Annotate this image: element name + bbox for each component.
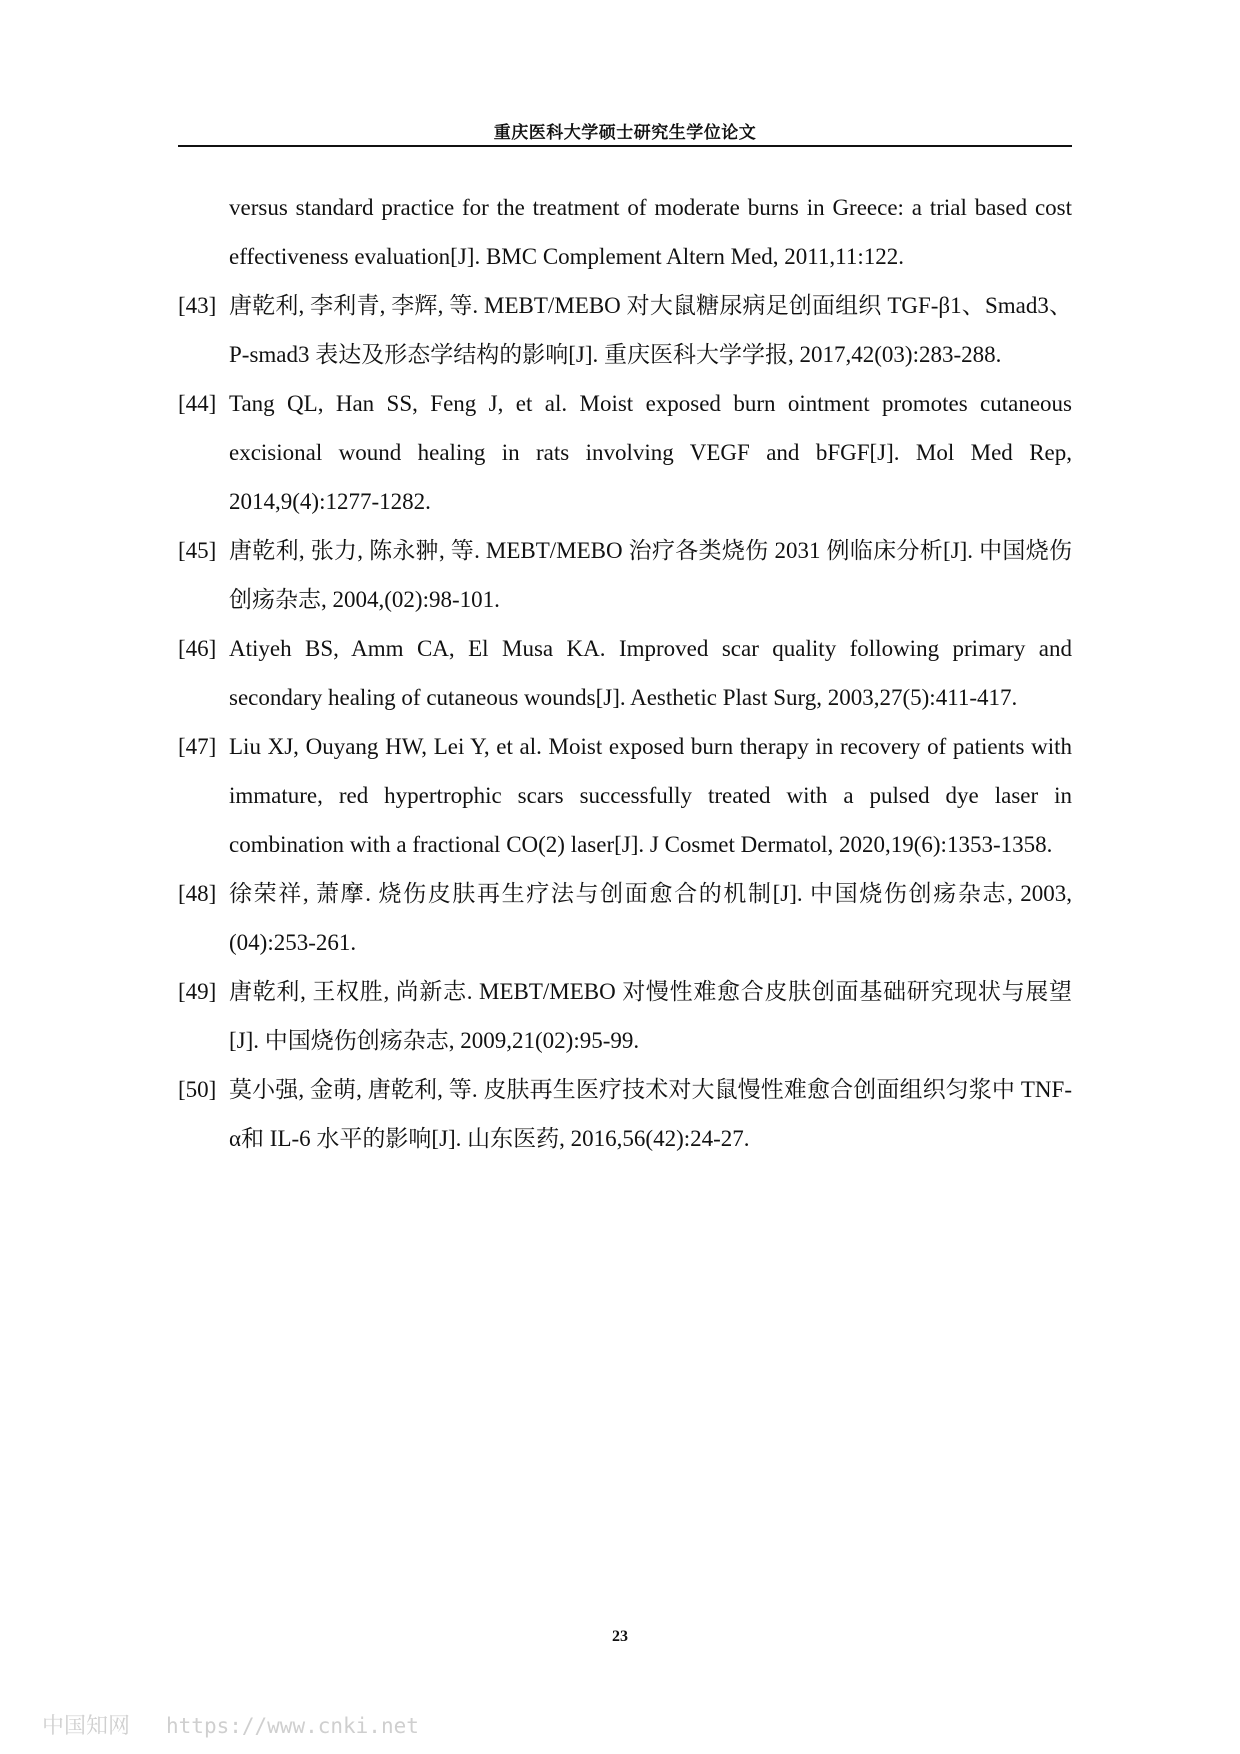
reference-list bbox=[178, 183, 1072, 1163]
reference-number: [43] bbox=[178, 293, 217, 318]
reference-43 bbox=[178, 281, 1072, 379]
reference-number: [46] bbox=[178, 636, 217, 661]
running-header: 重庆医科大学硕士研究生学位论文 bbox=[493, 123, 757, 143]
page-number: 23 bbox=[612, 1628, 628, 1645]
reference-text: 唐乾利, 李利青, 李辉, 等. MEBT/MEBO 对大鼠糖尿病足创面组织 TGF-β1、Smad3、P-smad3 表达及形态学结构的影响[J]. 重庆医科大学学报, 2017,42(03):283-288. bbox=[229, 293, 1072, 367]
reference-continued bbox=[178, 183, 1072, 281]
reference-text: Tang QL, Han SS, Feng J, et al. Moist exposed burn ointment promotes cutaneous excisional wound healing in rats involving VEGF and bFGF[J]. Mol Med Rep, 2014,9(4):1277-1282. bbox=[229, 391, 1072, 514]
reference-46 bbox=[178, 624, 1072, 722]
reference-44 bbox=[178, 379, 1072, 526]
reference-45 bbox=[178, 526, 1072, 624]
reference-text: Liu XJ, Ouyang HW, Lei Y, et al. Moist exposed burn therapy in recovery of patients with immature, red hypertrophic scars successfully treated with a pulsed dye laser in combination with a fractional CO(2) laser[J]. J Cosmet Dermatol, 2020,19(6):1353-1358. bbox=[229, 734, 1072, 857]
reference-text: Atiyeh BS, Amm CA, El Musa KA. Improved scar quality following primary and secondary healing of cutaneous wounds[J]. Aesthetic Plast Surg, 2003,27(5):411-417. bbox=[229, 636, 1072, 710]
reference-text: 徐荣祥, 萧摩. 烧伤皮肤再生疗法与创面愈合的机制[J]. 中国烧伤创疡杂志, 2003,(04):253-261. bbox=[229, 881, 1072, 955]
reference-number: [49] bbox=[178, 979, 217, 1004]
watermark-url: https://www.cnki.net bbox=[166, 1714, 419, 1738]
reference-number: [50] bbox=[178, 1077, 217, 1102]
reference-number: [48] bbox=[178, 881, 217, 906]
header-rule bbox=[178, 145, 1072, 147]
reference-number: [44] bbox=[178, 391, 217, 416]
reference-47 bbox=[178, 722, 1072, 869]
reference-text: versus standard practice for the treatment of moderate burns in Greece: a trial based cost effectiveness evaluation[J]. BMC Complement Altern Med, 2011,11:122. bbox=[229, 195, 1072, 269]
reference-50 bbox=[178, 1065, 1072, 1163]
reference-48 bbox=[178, 869, 1072, 967]
watermark-site-name: 中国知网 bbox=[42, 1714, 131, 1739]
reference-text: 唐乾利, 王权胜, 尚新志. MEBT/MEBO 对慢性难愈合皮肤创面基础研究现状与展望[J]. 中国烧伤创疡杂志, 2009,21(02):95-99. bbox=[229, 979, 1072, 1053]
reference-text: 唐乾利, 张力, 陈永翀, 等. MEBT/MEBO 治疗各类烧伤 2031 例临床分析[J]. 中国烧伤创疡杂志, 2004,(02):98-101. bbox=[229, 538, 1073, 612]
reference-49 bbox=[178, 967, 1072, 1065]
reference-number: [45] bbox=[178, 538, 217, 563]
watermark bbox=[42, 1709, 419, 1740]
reference-number: [47] bbox=[178, 734, 217, 759]
reference-text: 莫小强, 金萌, 唐乾利, 等. 皮肤再生医疗技术对大鼠慢性难愈合创面组织匀浆中 TNF-α和 IL-6 水平的影响[J]. 山东医药, 2016,56(42):24-27. bbox=[229, 1077, 1072, 1151]
